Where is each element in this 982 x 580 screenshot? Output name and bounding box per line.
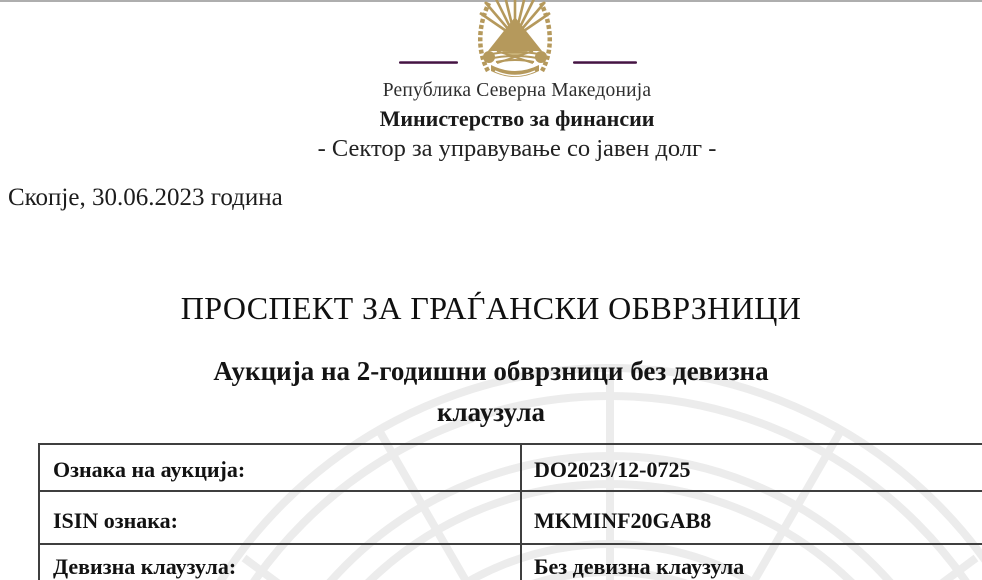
coat-of-arms-icon: [473, 0, 557, 79]
ministry-name: Министерство за финансии: [379, 106, 655, 131]
subtitle-line-1: Аукција на 2-годишни обврзници без девизна: [213, 356, 769, 386]
header-accent-line-left: [399, 61, 458, 64]
table-row: [40, 492, 982, 545]
document-title: ПРОСПЕКТ ЗА ГРАЃАНСКИ ОБВРЗНИЦИ: [180, 290, 802, 326]
republic-name: Република Северна Македонија: [382, 80, 652, 101]
row-label: Девизна клаузула:: [53, 554, 237, 579]
sector-name: - Сектор за управување со јавен долг -: [317, 135, 717, 162]
row-value: DO2023/12-0725: [520, 445, 982, 490]
row-label: ISIN ознака:: [53, 508, 178, 533]
dateline: Скопје, 30.06.2023 година: [8, 184, 283, 211]
row-value: MKMINF20GAB8: [520, 492, 982, 543]
subtitle-line-2: клаузула: [436, 397, 546, 427]
header-accent-line-right: [573, 61, 637, 64]
table-row: [40, 545, 982, 580]
row-label: Ознака на аукција:: [53, 457, 246, 482]
auction-spec-table: [38, 443, 982, 580]
document-subtitle: [0, 351, 982, 433]
table-row: [40, 445, 982, 492]
row-value: Без девизна клаузула: [520, 545, 982, 580]
